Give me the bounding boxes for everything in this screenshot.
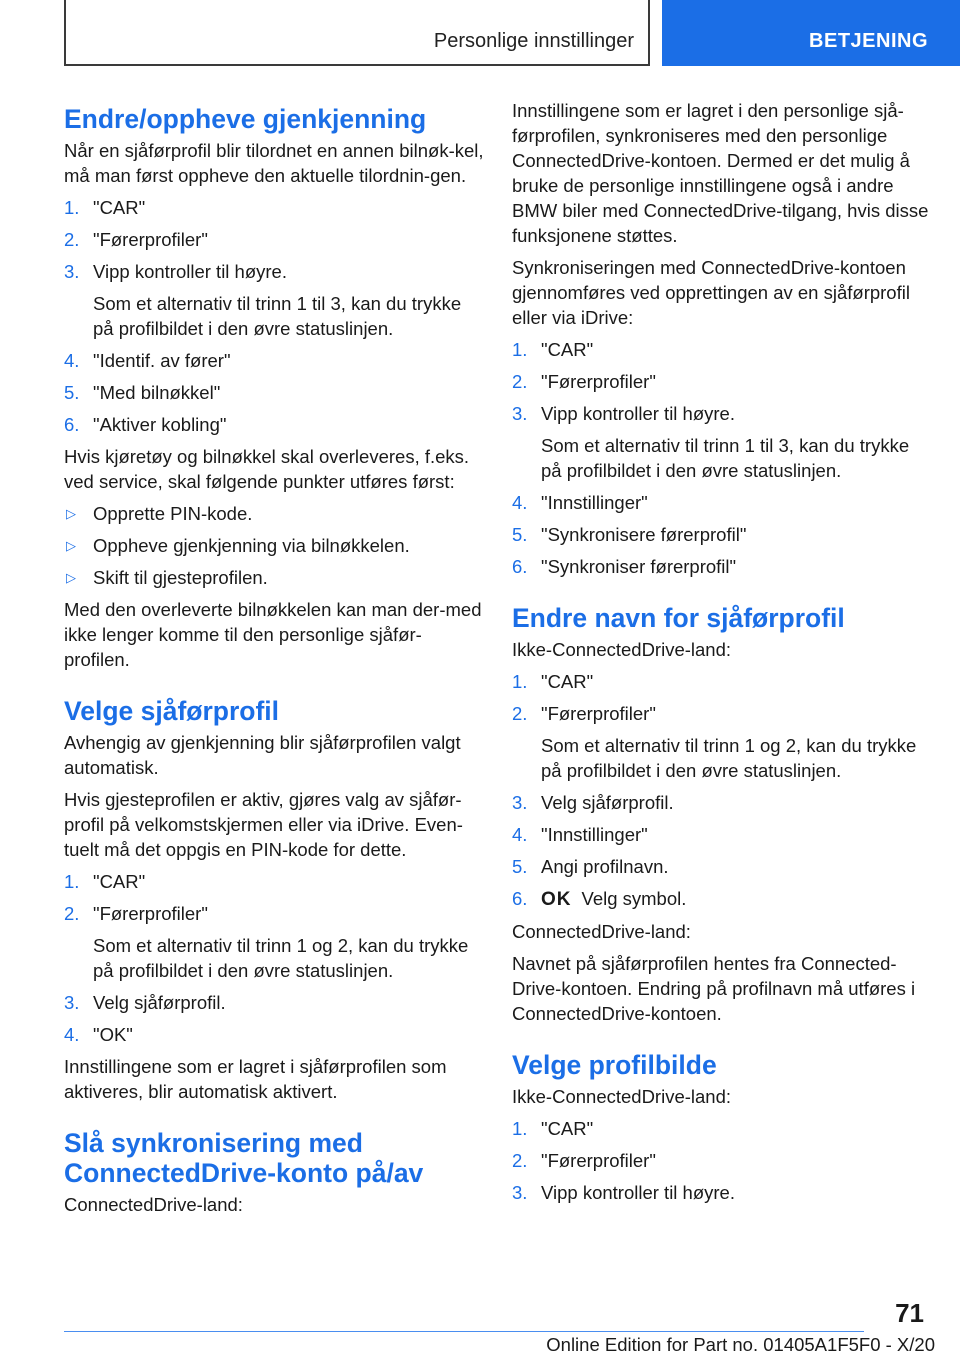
step-number: 5. [64, 382, 80, 403]
list-item [512, 369, 932, 394]
step-number: 3. [512, 403, 528, 424]
triangle-bullet-icon: ▷ [66, 570, 76, 585]
paragraph: Innstillingene som er lagret i den personlige sjå-førprofilen, synkroniseres med den personlige ConnectedDrive-kontoen. Dermed er det mulig å bruke de personlige innstillingene også i andre BMW biler med ConnectedDrive-tilgang, hvis disse funksjonene støttes. [512, 100, 929, 246]
step-text: "Førerprofiler" [541, 703, 656, 724]
bullet-list [64, 501, 484, 590]
step-number: 4. [512, 492, 528, 513]
bullet-text: Opprette PIN-kode. [93, 503, 253, 524]
step-text: "Identif. av fører" [93, 350, 231, 371]
section-tab [662, 0, 960, 66]
paragraph: Innstillingene som er lagret i sjåførprofilen som aktiveres, blir automatisk aktivert. [64, 1056, 447, 1102]
list-item [512, 790, 932, 815]
step-list [64, 869, 484, 1047]
list-item [64, 1022, 484, 1047]
step-number: 5. [512, 856, 528, 877]
heading-rename-profile: Endre navn for sjåførprofil [512, 603, 845, 633]
step-list [512, 1116, 932, 1205]
paragraph: Når en sjåførprofil blir tilordnet en annen bilnøk-kel, må man først oppheve den aktuelle tilordnin-gen. [64, 140, 484, 186]
chapter-tab [64, 0, 650, 66]
step-number: 1. [512, 1118, 528, 1139]
step-number: 6. [512, 556, 528, 577]
footer-edition: Online Edition for Part no. 01405A1F5F0 - X/20 [546, 1334, 935, 1355]
paragraph: Hvis gjesteprofilen er aktiv, gjøres valg av sjåfør-profil på velkomstskjermen eller via iDrive. Even-tuelt må det oppgis en PIN-kode for dette. [64, 789, 463, 860]
step-number: 4. [512, 824, 528, 845]
paragraph: Ikke-ConnectedDrive-land: [512, 1086, 732, 1107]
step-text: "Innstillinger" [541, 492, 648, 513]
list-item [512, 554, 932, 579]
list-item [512, 854, 932, 879]
list-item [512, 886, 932, 912]
step-text: "Førerprofiler" [93, 903, 208, 924]
step-number: 2. [64, 903, 80, 924]
step-text: "CAR" [541, 671, 594, 692]
step-text: "OK" [93, 1024, 133, 1045]
list-item [64, 412, 484, 437]
footer-divider [64, 1331, 864, 1332]
list-item [64, 990, 484, 1015]
list-item [64, 348, 484, 373]
step-text: Angi profilnavn. [541, 856, 669, 877]
step-number: 1. [512, 671, 528, 692]
step-number: 6. [64, 414, 80, 435]
step-number: 3. [512, 1182, 528, 1203]
left-column [64, 98, 484, 1224]
step-text: "Aktiver kobling" [93, 414, 227, 435]
step-text: "CAR" [541, 1118, 594, 1139]
step-text: "Synkroniser førerprofil" [541, 556, 737, 577]
heading-select-profile: Velge sjåførprofil [64, 696, 280, 726]
section-title: BETJENING [809, 30, 928, 52]
step-text: Vipp kontroller til høyre. [93, 261, 287, 282]
step-text: "Førerprofiler" [93, 229, 208, 250]
list-item [512, 1148, 932, 1173]
list-item [64, 380, 484, 405]
list-item [512, 401, 932, 483]
step-number: 5. [512, 524, 528, 545]
list-item [512, 337, 932, 362]
step-list [512, 337, 932, 579]
paragraph: Synkroniseringen med ConnectedDrive-kontoen gjennomføres ved opprettingen av en sjåførprofil eller via iDrive: [512, 257, 910, 328]
list-item [64, 227, 484, 252]
list-item [64, 533, 484, 558]
list-item [64, 501, 484, 526]
step-note: Som et alternativ til trinn 1 til 3, kan du trykke på profilbildet i den øvre statuslinjen. [93, 293, 462, 339]
step-note: Som et alternativ til trinn 1 til 3, kan du trykke på profilbildet i den øvre statuslinjen. [541, 435, 910, 481]
page-number: 71 [895, 1298, 924, 1328]
step-number: 1. [64, 871, 80, 892]
chapter-title: Personlige innstillinger [433, 30, 634, 52]
step-text: Vipp kontroller til høyre. [541, 1182, 735, 1203]
heading-change-recognition: Endre/oppheve gjenkjenning [64, 104, 427, 134]
step-number: 1. [64, 197, 80, 218]
list-item [64, 259, 484, 341]
triangle-bullet-icon: ▷ [66, 506, 76, 521]
list-item [512, 1116, 932, 1141]
list-item [64, 195, 484, 220]
paragraph: Avhengig av gjenkjenning blir sjåførprofilen valgt automatisk. [64, 732, 461, 778]
step-note: Som et alternativ til trinn 1 og 2, kan du trykke på profilbildet i den øvre statuslinjen. [541, 735, 917, 781]
step-number: 2. [512, 371, 528, 392]
step-text: Velg sjåførprofil. [93, 992, 226, 1013]
list-item [512, 669, 932, 694]
list-item [64, 565, 484, 590]
step-number: 4. [64, 1024, 80, 1045]
step-list [64, 195, 484, 437]
paragraph: Med den overleverte bilnøkkelen kan man der-med ikke lenger komme til den personlige sjåfør-profilen. [64, 599, 482, 670]
step-text: Velg sjåførprofil. [541, 792, 674, 813]
paragraph: ConnectedDrive-land: [512, 921, 691, 942]
page-header [0, 0, 960, 66]
step-number: 6. [512, 888, 528, 909]
step-note: Som et alternativ til trinn 1 og 2, kan du trykke på profilbildet i den øvre statuslinjen. [93, 935, 469, 981]
paragraph: Ikke-ConnectedDrive-land: [512, 639, 732, 660]
list-item [64, 869, 484, 894]
step-number: 3. [512, 792, 528, 813]
step-text: Vipp kontroller til høyre. [541, 403, 735, 424]
ok-icon: OK [541, 889, 572, 910]
step-text: "CAR" [93, 197, 146, 218]
heading-sync-account: Slå synkronisering med ConnectedDrive-konto på/av [64, 1128, 424, 1188]
step-text: Velg symbol. [581, 888, 687, 909]
right-column [512, 98, 932, 1212]
list-item [512, 1180, 932, 1205]
step-text: "Synkronisere førerprofil" [541, 524, 747, 545]
step-number: 3. [64, 992, 80, 1013]
list-item [64, 901, 484, 983]
step-number: 1. [512, 339, 528, 360]
list-item [512, 822, 932, 847]
step-text: "CAR" [541, 339, 594, 360]
bullet-text: Oppheve gjenkjenning via bilnøkkelen. [93, 535, 410, 556]
step-number: 2. [512, 703, 528, 724]
step-text: "Innstillinger" [541, 824, 648, 845]
step-number: 3. [64, 261, 80, 282]
step-text: "CAR" [93, 871, 146, 892]
paragraph: Hvis kjøretøy og bilnøkkel skal overleveres, f.eks. ved service, skal følgende punkter utføres først: [64, 446, 470, 492]
step-text: "Førerprofiler" [541, 1150, 656, 1171]
step-list [512, 669, 932, 912]
list-item [512, 490, 932, 515]
step-number: 4. [64, 350, 80, 371]
paragraph: Navnet på sjåførprofilen hentes fra Connected-Drive-kontoen. Endring på profilnavn må utføres i ConnectedDrive-kontoen. [512, 953, 916, 1024]
list-item [512, 522, 932, 547]
step-text: "Med bilnøkkel" [93, 382, 221, 403]
list-item [512, 701, 932, 783]
paragraph: ConnectedDrive-land: [64, 1194, 243, 1215]
step-text: "Førerprofiler" [541, 371, 656, 392]
bullet-text: Skift til gjesteprofilen. [93, 567, 268, 588]
step-number: 2. [64, 229, 80, 250]
heading-profile-picture: Velge profilbilde [512, 1050, 717, 1080]
triangle-bullet-icon: ▷ [66, 538, 76, 553]
step-number: 2. [512, 1150, 528, 1171]
